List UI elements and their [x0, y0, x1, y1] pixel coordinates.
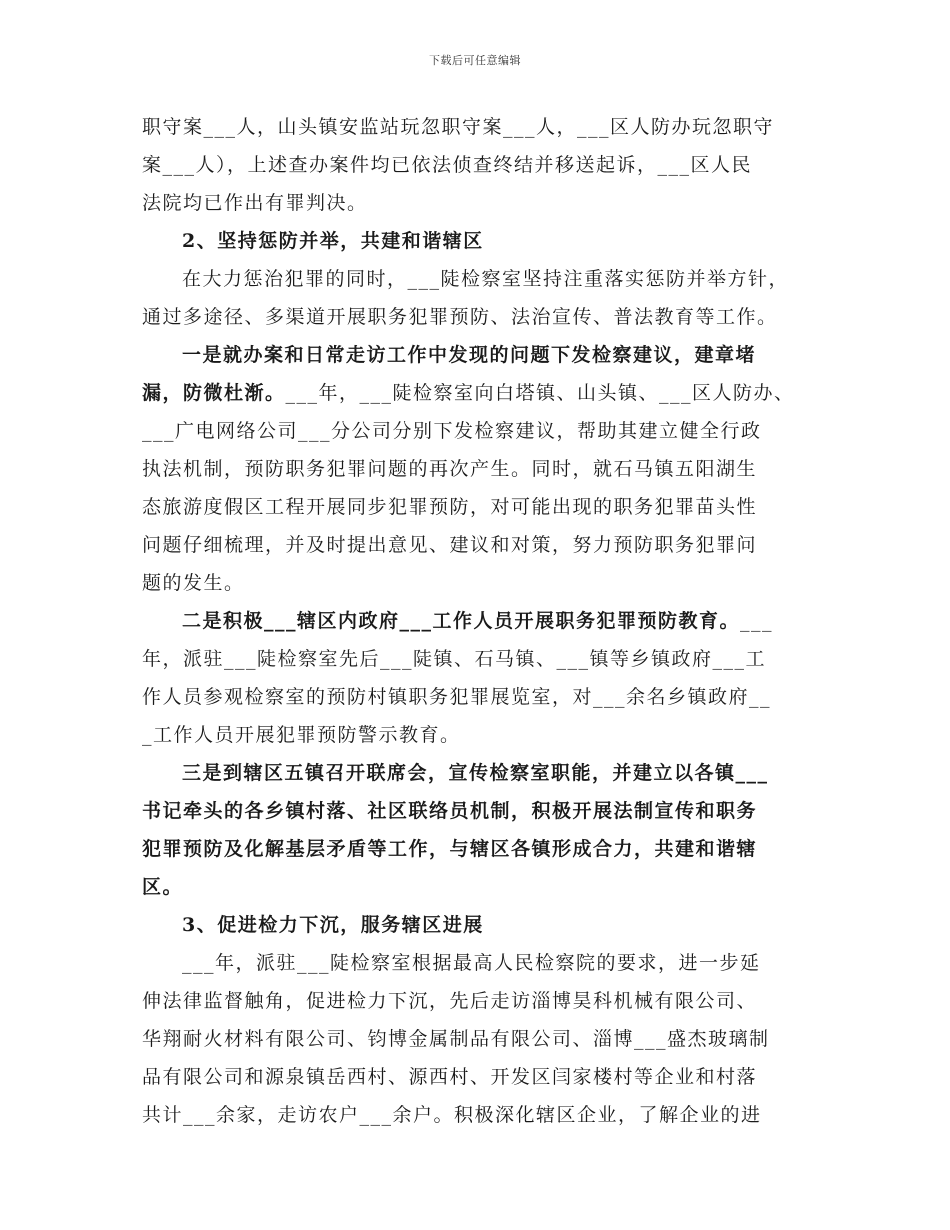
- bold-segment: 漏，防微杜渐。: [142, 382, 286, 404]
- text-line: _工作人员开展犯罪预防警示教育。: [142, 724, 461, 746]
- normal-segment: ___年，___陡检察室向白塔镇、山头镇、___区人防办、: [285, 382, 795, 404]
- bold-point-line: 犯罪预防及化解基层矛盾等工作，与辖区各镇形成合力，共建和谐辖: [142, 838, 758, 860]
- bold-point-line: 书记牵头的各乡镇村落、社区联络员机制，积极开展法制宣传和职务: [142, 800, 758, 822]
- text-line: 华翔耐火材料有限公司、钧博金属制品有限公司、淄博___盛杰玻璃制: [142, 1028, 770, 1050]
- text-line: 作人员参观检察室的预防村镇职务犯罪展览室，对___余名乡镇政府__: [142, 686, 772, 708]
- bold-point-line: 区。: [142, 876, 184, 898]
- text-line: ___广电网络公司___分公司分别下发检察建议，帮助其建立健全行政: [142, 420, 762, 442]
- bold-point-line: 三是到辖区五镇召开联席会，宣传检察室职能，并建立以各镇___: [182, 762, 769, 784]
- text-line: 共计___余家，走访农户___余户。积极深化辖区企业，了解企业的进: [142, 1104, 762, 1126]
- text-line: 案___人），上述查办案件均已依法侦查终结并移送起诉，___区人民: [142, 154, 753, 176]
- text-line: 年，派驻___陡检察室先后___陡镇、石马镇、___镇等乡镇政府___工: [142, 648, 767, 670]
- mixed-line: [142, 602, 814, 640]
- text-line: 法院均已作出有罪判决。: [142, 192, 368, 214]
- text-line: 执法机制，预防职务犯罪问题的再次产生。同时，就石马镇五阳湖生: [142, 458, 758, 480]
- bold-point-line: 一是就办案和日常走访工作中发现的问题下发检察建议，建章堵: [182, 344, 757, 366]
- mixed-line: [142, 374, 814, 412]
- text-line: 通过多途径、多渠道开展职务犯罪预防、法治宣传、普法教育等工作。: [142, 306, 778, 328]
- text-line: 职守案___人，山头镇安监站玩忽职守案___人，___区人防办玩忽职守: [142, 116, 775, 138]
- text-line: 品有限公司和源泉镇岳西村、源西村、开发区闫家楼村等企业和村落: [142, 1066, 758, 1088]
- text-line: 伸法律监督触角，促进检力下沉，先后走访淄博昊科机械有限公司、: [142, 990, 758, 1012]
- bold-segment: 二是积极___辖区内政府___工作人员开展职务犯罪预防教育。: [182, 610, 741, 632]
- text-line: ___年，派驻___陡检察室根据最高人民检察院的要求，进一步延: [182, 952, 761, 974]
- page-header-note: 下载后可任意编辑: [429, 54, 521, 67]
- normal-segment: ___: [740, 610, 774, 632]
- document-body: [142, 108, 814, 1134]
- section-heading: 2、坚持惩防并举，共建和谐辖区: [182, 230, 484, 252]
- text-line: 问题仔细梳理，并及时提出意见、建议和对策，努力预防职务犯罪问: [142, 534, 758, 556]
- text-line: 题的发生。: [142, 572, 245, 594]
- text-line: 在大力惩治犯罪的同时，___陡检察室坚持注重落实惩防并举方针，: [182, 268, 790, 290]
- text-line: 态旅游度假区工程开展同步犯罪预防，对可能出现的职务犯罪苗头性: [142, 496, 758, 518]
- section-heading: 3、促进检力下沉，服务辖区进展: [182, 914, 484, 936]
